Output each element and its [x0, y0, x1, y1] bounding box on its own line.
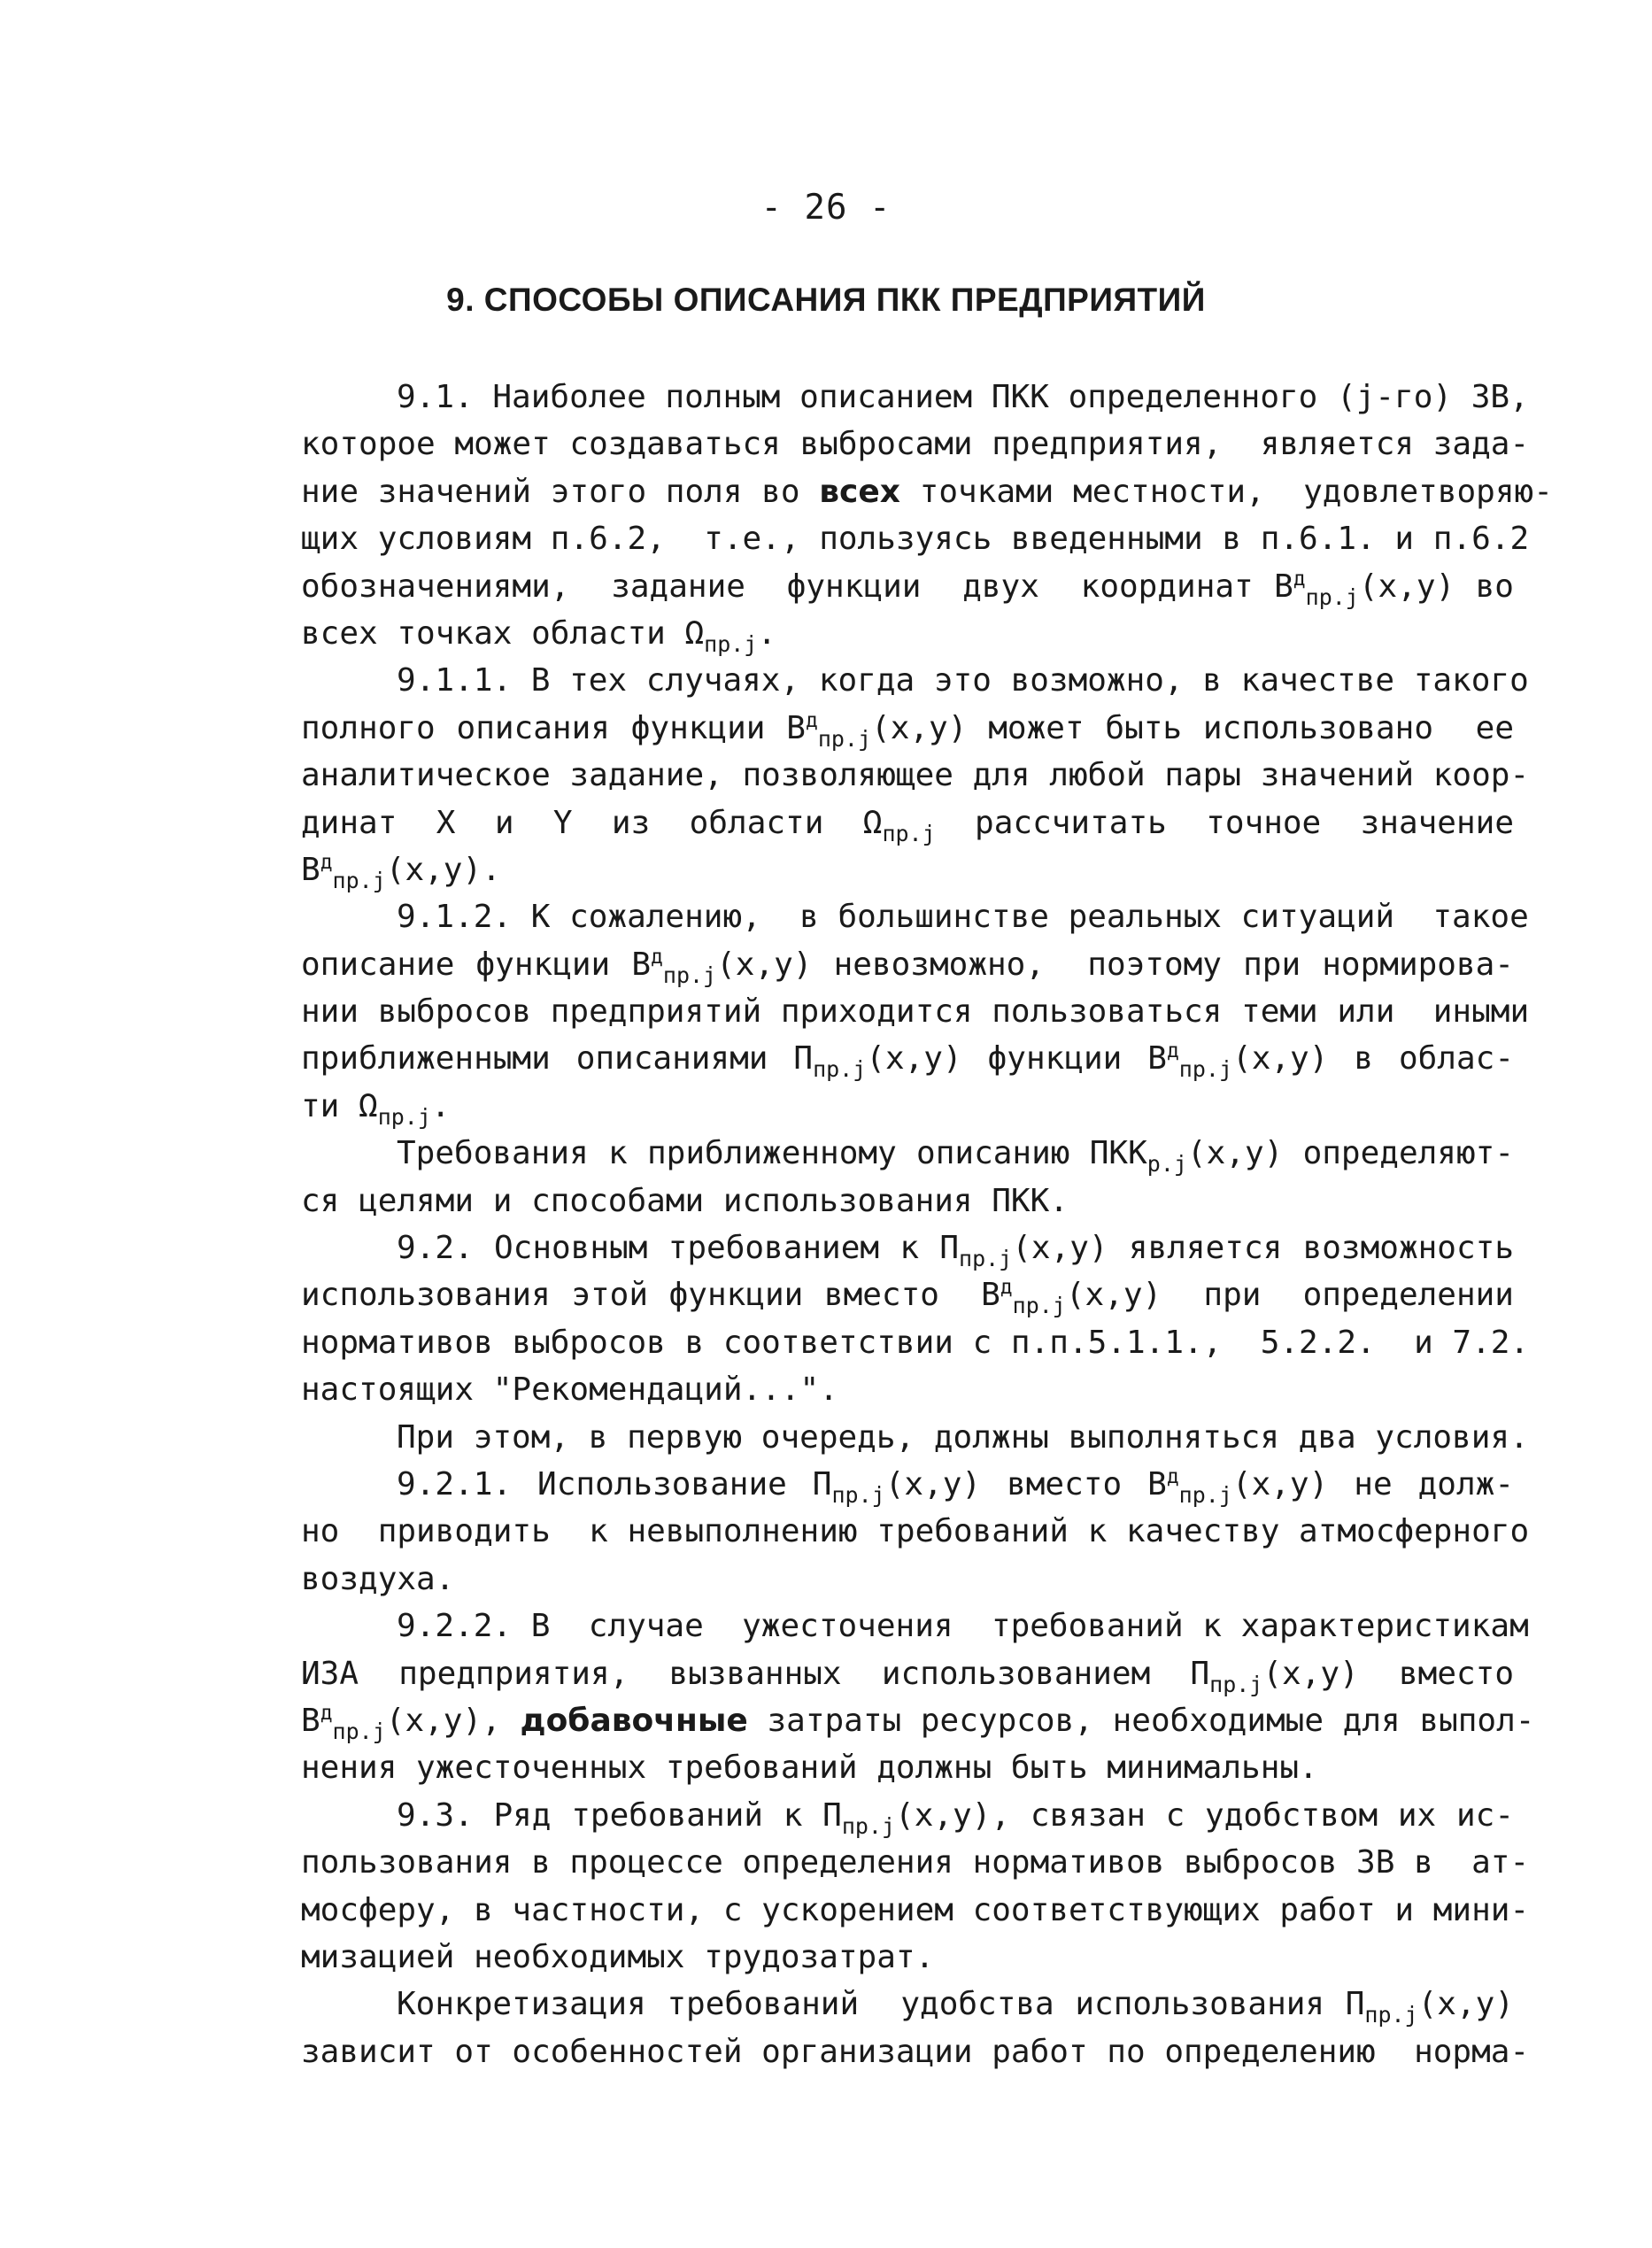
text-line: При этом, в первую очередь, должны выполняться два условия. [397, 1418, 1529, 1456]
text-line: зависит от особенностей организации работ по определению норма- [301, 2033, 1530, 2070]
text-line: щих условиям п.6.2, т.е., пользуясь введенными в п.6.1. и п.6.2 [301, 521, 1530, 558]
text-line: всех точках области $\Omega_{пр.j}$. [301, 614, 777, 657]
text-line: 9.1.1. В тех случаях, когда это возможно, в качестве такого [397, 662, 1529, 699]
text-line: ти $\Omega_{пр.j}$. [301, 1087, 451, 1130]
text-line: приближенными описаниями $П_{пр.j}(x,y)$ функции $В^д_{пр.j}(x,y)$ в облас- [301, 1039, 1514, 1083]
text-line: настоящих "Рекомендаций...". [301, 1371, 838, 1409]
text-line: нормативов выбросов в соответствии с п.п.5.1.1., 5.2.2. и 7.2. [301, 1324, 1530, 1361]
section-heading: 9. СПОСОБЫ ОПИСАНИЯ ПКК ПРЕДПРИЯТИЙ [446, 282, 1206, 318]
text-line: ся целями и способами использования ПКК. [301, 1182, 1069, 1219]
text-line: мосферу, в частности, с ускорением соответствующих работ и мини- [301, 1891, 1530, 1928]
text-line: 9.1.2. К сожалению, в большинстве реальных ситуаций такое [397, 899, 1529, 936]
text-line: $В^д_{пр.j}(x,y)$, добавочные затраты ресурсов, необходимые для выпол- [301, 1701, 1535, 1744]
text-line: ИЗА предприятия, вызванных использованием $П_{пр.j}(x,y)$ вместо [301, 1655, 1515, 1697]
body-text [301, 374, 1553, 2075]
text-line: пользования в процессе определения нормативов выбросов ЗВ в ат- [301, 1844, 1530, 1881]
text-line: ние значений этого поля во всех точками местности, удовлетворяю- [301, 473, 1553, 510]
text-line: динат X и Y из области $\Omega_{пр.j}$ рассчитать точное значение [301, 804, 1515, 846]
text-line: Требования к приближенному описанию $ПКК_{р.j}(x,y)$ определяют- [397, 1135, 1515, 1178]
text-line: которое может создаваться выбросами предприятия, является зада- [301, 426, 1530, 463]
text-line: нии выбросов предприятий приходится пользоваться теми или иными [301, 993, 1530, 1031]
text-line: 9.2. Основным требованием к $П_{пр.j}(x,y)$ является возможность [397, 1230, 1514, 1272]
text-line: мизацией необходимых трудозатрат. [301, 1938, 935, 1975]
text-line: Конкретизация требований удобства использования $П_{пр.j}(x,y)$ [397, 1986, 1514, 2028]
text-line: аналитическое задание, позволяющее для любой пары значений коор- [301, 757, 1530, 794]
text-line: 9.2.2. В случае ужесточения требований к характеристикам [397, 1608, 1529, 1645]
text-line: воздуха. [301, 1560, 455, 1597]
bold-word: всех [819, 473, 900, 510]
text-line: 9.1. Наиболее полным описанием ПКК определенного (j-го) ЗВ, [397, 379, 1529, 415]
text-line: $В^д_{пр.j}(x,y)$. [301, 850, 501, 893]
text-line: полного описания функции $В^д_{пр.j}(x,y)$ может быть использовано ее [301, 708, 1514, 752]
text-line: 9.2.1. Использование $П_{пр.j}(x,y)$ вместо $В^д_{пр.j}(x,y)$ не долж- [397, 1464, 1514, 1508]
bold-word: добавочные [520, 1702, 748, 1739]
text-line: но приводить к невыполнению требований к качеству атмосферного [301, 1513, 1530, 1550]
text-line: 9.3. Ряд требований к $П_{пр.j}(x,y)$, связан с удобством их ис- [397, 1796, 1514, 1839]
text-line: использования этой функции вместо $В^д_{пр.j}(x,y)$ при определении [301, 1276, 1514, 1319]
page-number: - 26 - [760, 188, 892, 228]
text-line: описание функции $В^д_{пр.j}(x,y)$ невозможно, поэтому при нормирова- [301, 945, 1514, 988]
text-line: нения ужесточенных требований должны быть минимальны. [301, 1750, 1318, 1787]
text-line: обозначениями, задание функции двух координат $В^д_{пр.j}(x,y)$ во [301, 567, 1514, 610]
